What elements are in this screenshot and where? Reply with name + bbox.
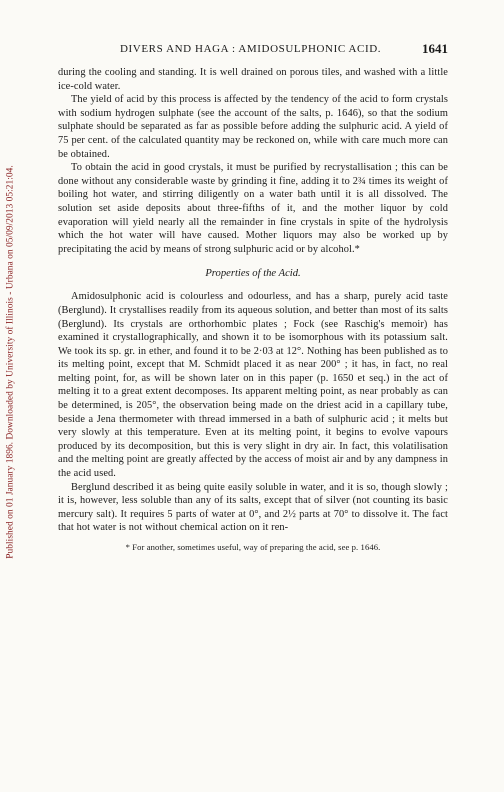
- section-heading: Properties of the Acid.: [205, 268, 301, 280]
- paragraph-properties: Amidosulphonic acid is colourless and odourless, and has a sharp, purely acid taste (Berglund). It crystallises readily from its aqueous solution, and better than most of its salts (Berglund). Its crystals are orthorhombic plates ; Fock (see Raschig's memoir) has examined it crystallographically, and shown it to be isomorphous with its potassium salt. We took its sp. gr. in ether, and found it to be 2·03 at 12°. Nothing has been published as to its melting point, except that M. Schmidt placed it as near 200° ; it has, in fact, no real melting point, for, as will be shown later on in this paper (p. 1650 et seq.) in the act of melting it to a great extent decomposes. Its apparent melting point, as near probably as can be determined, is 205°, the observation being made on the driest acid in a capillary tube, beside a Jena thermometer with thread immersed in a bath of sulphuric acid ; it melts but very slowly at this temperature. Even at its melting point, it begins to evolve vapours produced by its decomposition, but this is very slight in dry air. In fact, this volatilisation and the melting point are greatly affected by the access of moist air and by any dampness in the acid used.: [58, 291, 448, 480]
- page-number: 1641: [422, 41, 448, 56]
- paragraph-purification: To obtain the acid in good crystals, it must be purified by recrystallisation ; this can be done without any considerable waste by grinding it fine, adding it to 2¾ times its weight of boiling hot water, and stirring diligently on a water bath until it is all dissolved. The solution set aside deposits about three-fifths of it, and the mother liquor by cold evaporation will yield nearly all the remainder in fine crystals in spite of the hydrolysis which the hot water will have caused. Mother liquors may also be worked up by precipitating the acid by means of strong sulphuric acid or by alcohol.*: [58, 162, 448, 255]
- paragraph-continued: during the cooling and standing. It is well drained on porous tiles, and washed with a little ice-cold water.: [58, 67, 448, 92]
- download-watermark-text: Published on 01 January 1896. Downloaded by University of Illinois - Urbana on 05/09/2013 05:21:04.: [6, 165, 17, 559]
- paragraph-yield: The yield of acid by this process is affected by the tendency of the acid to form crystals with sodium hydrogen sulphate (see the account of the salts, p. 1646), so that the sodium sulphate should be separated as far as possible before adding the sulphuric acid. A yield of 75 per cent. of the calculated quantity may be reckoned on, while with care much more can be obtained.: [58, 94, 448, 160]
- download-watermark: [3, 52, 19, 672]
- running-title: DIVERS AND HAGA : AMIDOSULPHONIC ACID.: [120, 43, 382, 55]
- paragraph-solubility: Berglund described it as being quite easily soluble in water, and it is so, though slowly ; it is, however, less soluble than any of its salts, except that of silver (not counting its basic mercury salt). It requires 5 parts of water at 0°, and 2½ parts at 70° to dissolve it. The fact that hot water is not without chemical action on it ren-: [58, 481, 448, 534]
- footnote: * For another, sometimes useful, way of preparing the acid, see p. 1646.: [125, 542, 381, 552]
- article-body: [58, 66, 448, 553]
- page-header: [58, 40, 448, 60]
